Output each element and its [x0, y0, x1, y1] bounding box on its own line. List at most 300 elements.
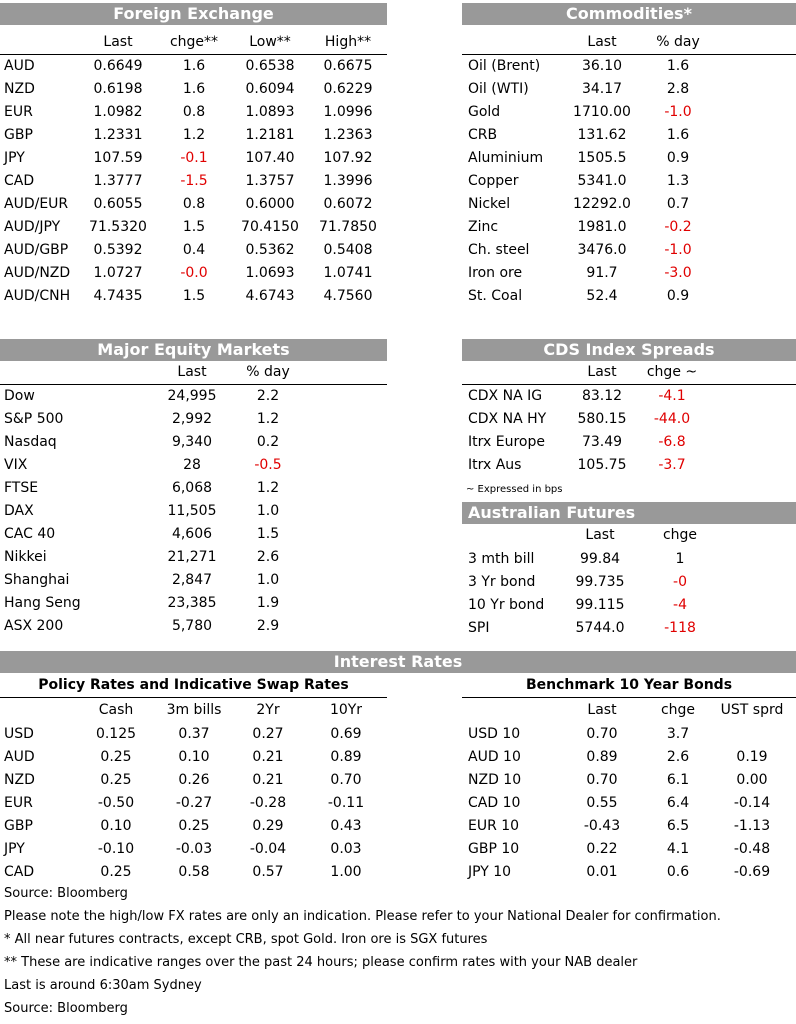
table-cell: 1.6: [666, 127, 690, 143]
table-cell: 5744.0: [575, 620, 625, 636]
table-cell: 2.6: [666, 749, 690, 765]
table-cell: 1.00: [330, 864, 362, 880]
row-label: Dow: [4, 388, 35, 404]
table-row: [0, 431, 387, 453]
column-header-row: [462, 31, 796, 53]
row-label: JPY: [4, 150, 25, 166]
interest-header: Interest Rates: [0, 651, 796, 673]
table-cell: 1.3757: [245, 173, 295, 189]
table-cell: 5,780: [171, 618, 213, 634]
table-row: [462, 216, 796, 238]
table-cell: 5341.0: [577, 173, 627, 189]
table-cell: 83.12: [581, 388, 623, 404]
table-cell: -1.13: [733, 818, 771, 834]
table-cell: 0.69: [330, 726, 362, 742]
table-cell: 1.9: [256, 595, 280, 611]
table-row: [462, 815, 796, 837]
table-cell: -0: [673, 574, 687, 590]
table-row: [0, 216, 387, 238]
table-cell: 1710.00: [573, 104, 631, 120]
row-label: JPY: [4, 841, 25, 857]
table-cell: -4: [673, 597, 687, 613]
table-row: [462, 285, 796, 307]
table-cell: 1.0693: [245, 265, 295, 281]
column-header: 2Yr: [256, 702, 280, 718]
table-cell: 6.5: [666, 818, 690, 834]
table-cell: 1.0893: [245, 104, 295, 120]
column-header-row: [462, 699, 796, 721]
table-row: [0, 723, 387, 745]
row-label: GBP: [4, 127, 33, 143]
row-label: Ch. steel: [468, 242, 530, 258]
table-row: [0, 101, 387, 123]
cds-footnote: ~ Expressed in bps: [466, 484, 563, 495]
table-row: [462, 792, 796, 814]
table-cell: -0.1: [180, 150, 208, 166]
table-row: [0, 262, 387, 284]
row-label: AUD/GBP: [4, 242, 69, 258]
table-cell: -0.28: [249, 795, 287, 811]
table-cell: 1.2: [256, 411, 280, 427]
table-cell: 1.0982: [93, 104, 143, 120]
table-cell: 0.6538: [245, 58, 295, 74]
policy-rates-rule: [0, 697, 387, 698]
table-cell: 1.3777: [93, 173, 143, 189]
table-cell: 6.1: [666, 772, 690, 788]
row-label: CDX NA IG: [468, 388, 543, 404]
table-row: [462, 101, 796, 123]
table-cell: 0.70: [330, 772, 362, 788]
table-cell: 12292.0: [573, 196, 631, 212]
row-label: SPI: [468, 620, 490, 636]
table-cell: -0.50: [97, 795, 135, 811]
commodities-header: Commodities*: [462, 3, 796, 25]
table-cell: 1.0996: [323, 104, 373, 120]
row-label: AUD: [4, 58, 35, 74]
table-cell: -4.1: [658, 388, 686, 404]
table-cell: 107.92: [323, 150, 373, 166]
table-cell: 70.4150: [241, 219, 299, 235]
table-cell: 36.10: [581, 58, 623, 74]
table-cell: 1.2363: [323, 127, 373, 143]
table-row: [462, 838, 796, 860]
table-row: [462, 571, 796, 593]
table-cell: 0.6094: [245, 81, 295, 97]
row-label: NZD: [4, 772, 35, 788]
table-cell: 9,340: [171, 434, 213, 450]
table-cell: 0.43: [330, 818, 362, 834]
table-cell: -0.48: [733, 841, 771, 857]
table-cell: 6,068: [171, 480, 213, 496]
table-cell: 1505.5: [577, 150, 627, 166]
table-cell: 0.25: [100, 864, 132, 880]
table-cell: 24,995: [167, 388, 217, 404]
table-cell: 0.6000: [245, 196, 295, 212]
table-cell: 107.40: [245, 150, 295, 166]
row-label: Oil (WTI): [468, 81, 529, 97]
table-row: [462, 193, 796, 215]
row-label: GBP: [4, 818, 33, 834]
row-label: USD 10: [468, 726, 521, 742]
table-cell: 1.5: [182, 288, 206, 304]
table-row: [0, 523, 387, 545]
table-cell: 0.27: [252, 726, 284, 742]
table-row: [0, 385, 387, 407]
table-cell: 0.5362: [245, 242, 295, 258]
row-label: VIX: [4, 457, 28, 473]
table-cell: 34.17: [581, 81, 623, 97]
table-cell: -0.14: [733, 795, 771, 811]
table-row: [462, 385, 796, 407]
table-cell: 0.9: [666, 288, 690, 304]
table-cell: 0.89: [586, 749, 618, 765]
table-cell: 2,847: [171, 572, 213, 588]
table-row: [0, 769, 387, 791]
table-cell: 1.6: [182, 81, 206, 97]
table-cell: 0.19: [736, 749, 768, 765]
table-cell: 11,505: [167, 503, 217, 519]
table-cell: 0.6: [666, 864, 690, 880]
row-label: USD: [4, 726, 34, 742]
table-row: [0, 285, 387, 307]
table-cell: 0.29: [252, 818, 284, 834]
table-cell: 4.1: [666, 841, 690, 857]
table-cell: 0.6055: [93, 196, 143, 212]
timing-note: Last is around 6:30am Sydney: [4, 978, 202, 993]
table-cell: -1.5: [180, 173, 208, 189]
table-cell: 0.55: [586, 795, 618, 811]
table-cell: 0.9: [666, 150, 690, 166]
column-header: chge: [662, 527, 698, 543]
table-row: [462, 617, 796, 639]
table-row: [0, 239, 387, 261]
row-label: GBP 10: [468, 841, 520, 857]
table-cell: 4.6743: [245, 288, 295, 304]
row-label: Gold: [468, 104, 501, 120]
table-cell: 1.6: [182, 58, 206, 74]
table-cell: -0.04: [249, 841, 287, 857]
row-label: Aluminium: [468, 150, 544, 166]
row-label: Copper: [468, 173, 519, 189]
table-cell: 0.10: [100, 818, 132, 834]
column-header: chge**: [169, 34, 219, 50]
table-cell: 3.7: [666, 726, 690, 742]
table-row: [462, 78, 796, 100]
table-cell: 0.125: [95, 726, 137, 742]
table-cell: 2.2: [256, 388, 280, 404]
table-row: [462, 408, 796, 430]
column-header: Last: [587, 364, 617, 380]
table-cell: 1.0: [256, 503, 280, 519]
table-row: [0, 569, 387, 591]
table-row: [462, 262, 796, 284]
column-header: % day: [246, 364, 290, 380]
column-header: % day: [656, 34, 700, 50]
row-label: AUD: [4, 749, 35, 765]
table-cell: 1981.0: [577, 219, 627, 235]
row-label: AUD/JPY: [4, 219, 61, 235]
table-row: [0, 408, 387, 430]
au-futures-header: Australian Futures: [462, 502, 796, 524]
table-row: [462, 124, 796, 146]
table-cell: 99.84: [579, 551, 621, 567]
row-label: Itrx Aus: [468, 457, 522, 473]
table-cell: 0.6649: [93, 58, 143, 74]
bonds-rule: [462, 697, 796, 698]
table-cell: -3.7: [658, 457, 686, 473]
table-cell: -0.27: [175, 795, 213, 811]
table-cell: 71.5320: [89, 219, 147, 235]
source-note-2: Source: Bloomberg: [4, 1001, 128, 1016]
table-row: [462, 594, 796, 616]
row-label: 3 Yr bond: [468, 574, 536, 590]
row-label: Nickel: [468, 196, 511, 212]
row-label: CDX NA HY: [468, 411, 547, 427]
column-header: 10Yr: [329, 702, 363, 718]
table-cell: -0.10: [97, 841, 135, 857]
column-header: chge: [660, 702, 696, 718]
table-cell: -44.0: [653, 411, 691, 427]
row-label: Zinc: [468, 219, 499, 235]
table-cell: 0.10: [178, 749, 210, 765]
table-row: [0, 838, 387, 860]
table-cell: 0.4: [182, 242, 206, 258]
policy-rates-subtitle: Policy Rates and Indicative Swap Rates: [38, 677, 349, 693]
table-cell: -0.43: [583, 818, 621, 834]
column-header: Last: [103, 34, 133, 50]
policy-rates-table: [0, 699, 387, 884]
bonds-subtitle: Benchmark 10 Year Bonds: [525, 677, 733, 693]
row-label: EUR 10: [468, 818, 520, 834]
table-cell: 0.6198: [93, 81, 143, 97]
table-cell: 1.0741: [323, 265, 373, 281]
bonds-table: [462, 699, 796, 884]
table-cell: 99.115: [575, 597, 625, 613]
table-cell: 1: [675, 551, 685, 567]
column-header: High**: [324, 34, 372, 50]
table-cell: 0.03: [330, 841, 362, 857]
row-label: 10 Yr bond: [468, 597, 545, 613]
fx-disclaimer-note: Please note the high/low FX rates are only an indication. Please refer to your National Dealer for confirmation.: [4, 909, 721, 924]
table-cell: 0.6072: [323, 196, 373, 212]
table-row: [0, 592, 387, 614]
table-cell: 73.49: [581, 434, 623, 450]
table-cell: 1.2181: [245, 127, 295, 143]
table-row: [0, 792, 387, 814]
equity-header: Major Equity Markets: [0, 339, 387, 361]
column-header-row: [462, 361, 796, 383]
table-row: [462, 454, 796, 476]
table-row: [0, 147, 387, 169]
row-label: ASX 200: [4, 618, 64, 634]
row-label: CAD: [4, 173, 35, 189]
table-row: [462, 548, 796, 570]
table-cell: 0.57: [252, 864, 284, 880]
table-cell: 0.8: [182, 104, 206, 120]
table-cell: 0.2: [256, 434, 280, 450]
table-cell: 0.21: [252, 772, 284, 788]
table-cell: 0.6229: [323, 81, 373, 97]
row-label: FTSE: [4, 480, 39, 496]
table-cell: 1.2: [182, 127, 206, 143]
table-cell: -118: [664, 620, 696, 636]
row-label: Nasdaq: [4, 434, 57, 450]
table-cell: 0.25: [100, 772, 132, 788]
table-cell: 0.21: [252, 749, 284, 765]
table-cell: 0.70: [586, 772, 618, 788]
table-row: [462, 170, 796, 192]
table-cell: 0.8: [182, 196, 206, 212]
row-label: 3 mth bill: [468, 551, 535, 567]
table-cell: 0.25: [100, 749, 132, 765]
table-row: [0, 193, 387, 215]
table-cell: 71.7850: [319, 219, 377, 235]
table-cell: 0.26: [178, 772, 210, 788]
column-header-row: [0, 361, 387, 383]
table-cell: 0.58: [178, 864, 210, 880]
row-label: Shanghai: [4, 572, 70, 588]
table-row: [0, 170, 387, 192]
table-row: [0, 546, 387, 568]
table-row: [0, 861, 387, 883]
table-cell: 0.7: [666, 196, 690, 212]
table-cell: 1.0727: [93, 265, 143, 281]
table-cell: -0.11: [327, 795, 365, 811]
table-cell: 580.15: [577, 411, 627, 427]
row-label: AUD 10: [468, 749, 521, 765]
table-cell: -0.0: [180, 265, 208, 281]
column-header: 3m bills: [166, 702, 222, 718]
table-row: [462, 55, 796, 77]
table-row: [462, 769, 796, 791]
row-label: CAC 40: [4, 526, 56, 542]
row-label: NZD: [4, 81, 35, 97]
table-cell: 1.3: [666, 173, 690, 189]
table-cell: -0.03: [175, 841, 213, 857]
cds-table: [462, 361, 796, 481]
table-cell: 107.59: [93, 150, 143, 166]
table-cell: 2.8: [666, 81, 690, 97]
equity-table: [0, 361, 387, 646]
table-row: [462, 746, 796, 768]
table-row: [462, 861, 796, 883]
table-cell: 4,606: [171, 526, 213, 542]
row-label: AUD/CNH: [4, 288, 71, 304]
column-header: UST sprd: [720, 702, 784, 718]
column-header-row: [0, 31, 387, 53]
table-cell: 1.0: [256, 572, 280, 588]
table-cell: 4.7560: [323, 288, 373, 304]
table-row: [0, 78, 387, 100]
table-cell: 0.5392: [93, 242, 143, 258]
cds-header: CDS Index Spreads: [462, 339, 796, 361]
table-cell: 28: [183, 457, 201, 473]
table-cell: -3.0: [664, 265, 692, 281]
table-cell: 0.00: [736, 772, 768, 788]
row-label: DAX: [4, 503, 34, 519]
ranges-note: ** These are indicative ranges over the past 24 hours; please confirm rates with your NAB dealer: [4, 955, 638, 970]
table-cell: 4.7435: [93, 288, 143, 304]
table-cell: 0.37: [178, 726, 210, 742]
table-row: [462, 431, 796, 453]
table-row: [0, 477, 387, 499]
table-cell: 21,271: [167, 549, 217, 565]
row-label: JPY 10: [468, 864, 512, 880]
table-cell: 23,385: [167, 595, 217, 611]
table-row: [0, 55, 387, 77]
column-header: Last: [585, 527, 615, 543]
table-cell: 1.5: [256, 526, 280, 542]
table-row: [462, 723, 796, 745]
table-cell: 0.01: [586, 864, 618, 880]
table-row: [0, 124, 387, 146]
table-row: [0, 815, 387, 837]
table-cell: -6.8: [658, 434, 686, 450]
table-cell: 1.3996: [323, 173, 373, 189]
table-cell: 0.70: [586, 726, 618, 742]
row-label: Hang Seng: [4, 595, 81, 611]
row-label: AUD/EUR: [4, 196, 69, 212]
column-header: Cash: [98, 702, 134, 718]
column-header-row: [0, 699, 387, 721]
row-label: EUR: [4, 104, 33, 120]
table-row: [0, 615, 387, 637]
row-label: AUD/NZD: [4, 265, 71, 281]
table-row: [462, 147, 796, 169]
table-cell: 2.6: [256, 549, 280, 565]
table-cell: 2,992: [171, 411, 213, 427]
table-cell: 6.4: [666, 795, 690, 811]
table-cell: 52.4: [586, 288, 618, 304]
commodities-table: [462, 31, 796, 316]
table-cell: -1.0: [664, 242, 692, 258]
futures-note: * All near futures contracts, except CRB, spot Gold. Iron ore is SGX futures: [4, 932, 488, 947]
table-cell: 1.6: [666, 58, 690, 74]
row-label: S&P 500: [4, 411, 64, 427]
au-futures-table: [462, 524, 796, 644]
column-header: Low**: [249, 34, 291, 50]
column-header: chge ~: [646, 364, 698, 380]
row-label: NZD 10: [468, 772, 522, 788]
table-cell: 0.22: [586, 841, 618, 857]
row-label: CAD 10: [468, 795, 521, 811]
table-cell: 0.89: [330, 749, 362, 765]
row-label: CAD: [4, 864, 35, 880]
table-cell: -1.0: [664, 104, 692, 120]
table-cell: -0.69: [733, 864, 771, 880]
table-cell: 0.5408: [323, 242, 373, 258]
table-cell: 1.5: [182, 219, 206, 235]
table-cell: 91.7: [586, 265, 618, 281]
column-header-row: [462, 524, 796, 546]
row-label: Itrx Europe: [468, 434, 545, 450]
table-cell: 131.62: [577, 127, 627, 143]
table-cell: 2.9: [256, 618, 280, 634]
table-cell: 1.2331: [93, 127, 143, 143]
column-header: Last: [587, 34, 617, 50]
table-cell: 3476.0: [577, 242, 627, 258]
row-label: Nikkei: [4, 549, 47, 565]
column-header: Last: [587, 702, 617, 718]
table-row: [0, 746, 387, 768]
fx-table: [0, 31, 387, 316]
table-row: [462, 239, 796, 261]
fx-header: Foreign Exchange: [0, 3, 387, 25]
table-cell: 105.75: [577, 457, 627, 473]
table-cell: 99.735: [575, 574, 625, 590]
table-cell: 1.2: [256, 480, 280, 496]
row-label: St. Coal: [468, 288, 523, 304]
